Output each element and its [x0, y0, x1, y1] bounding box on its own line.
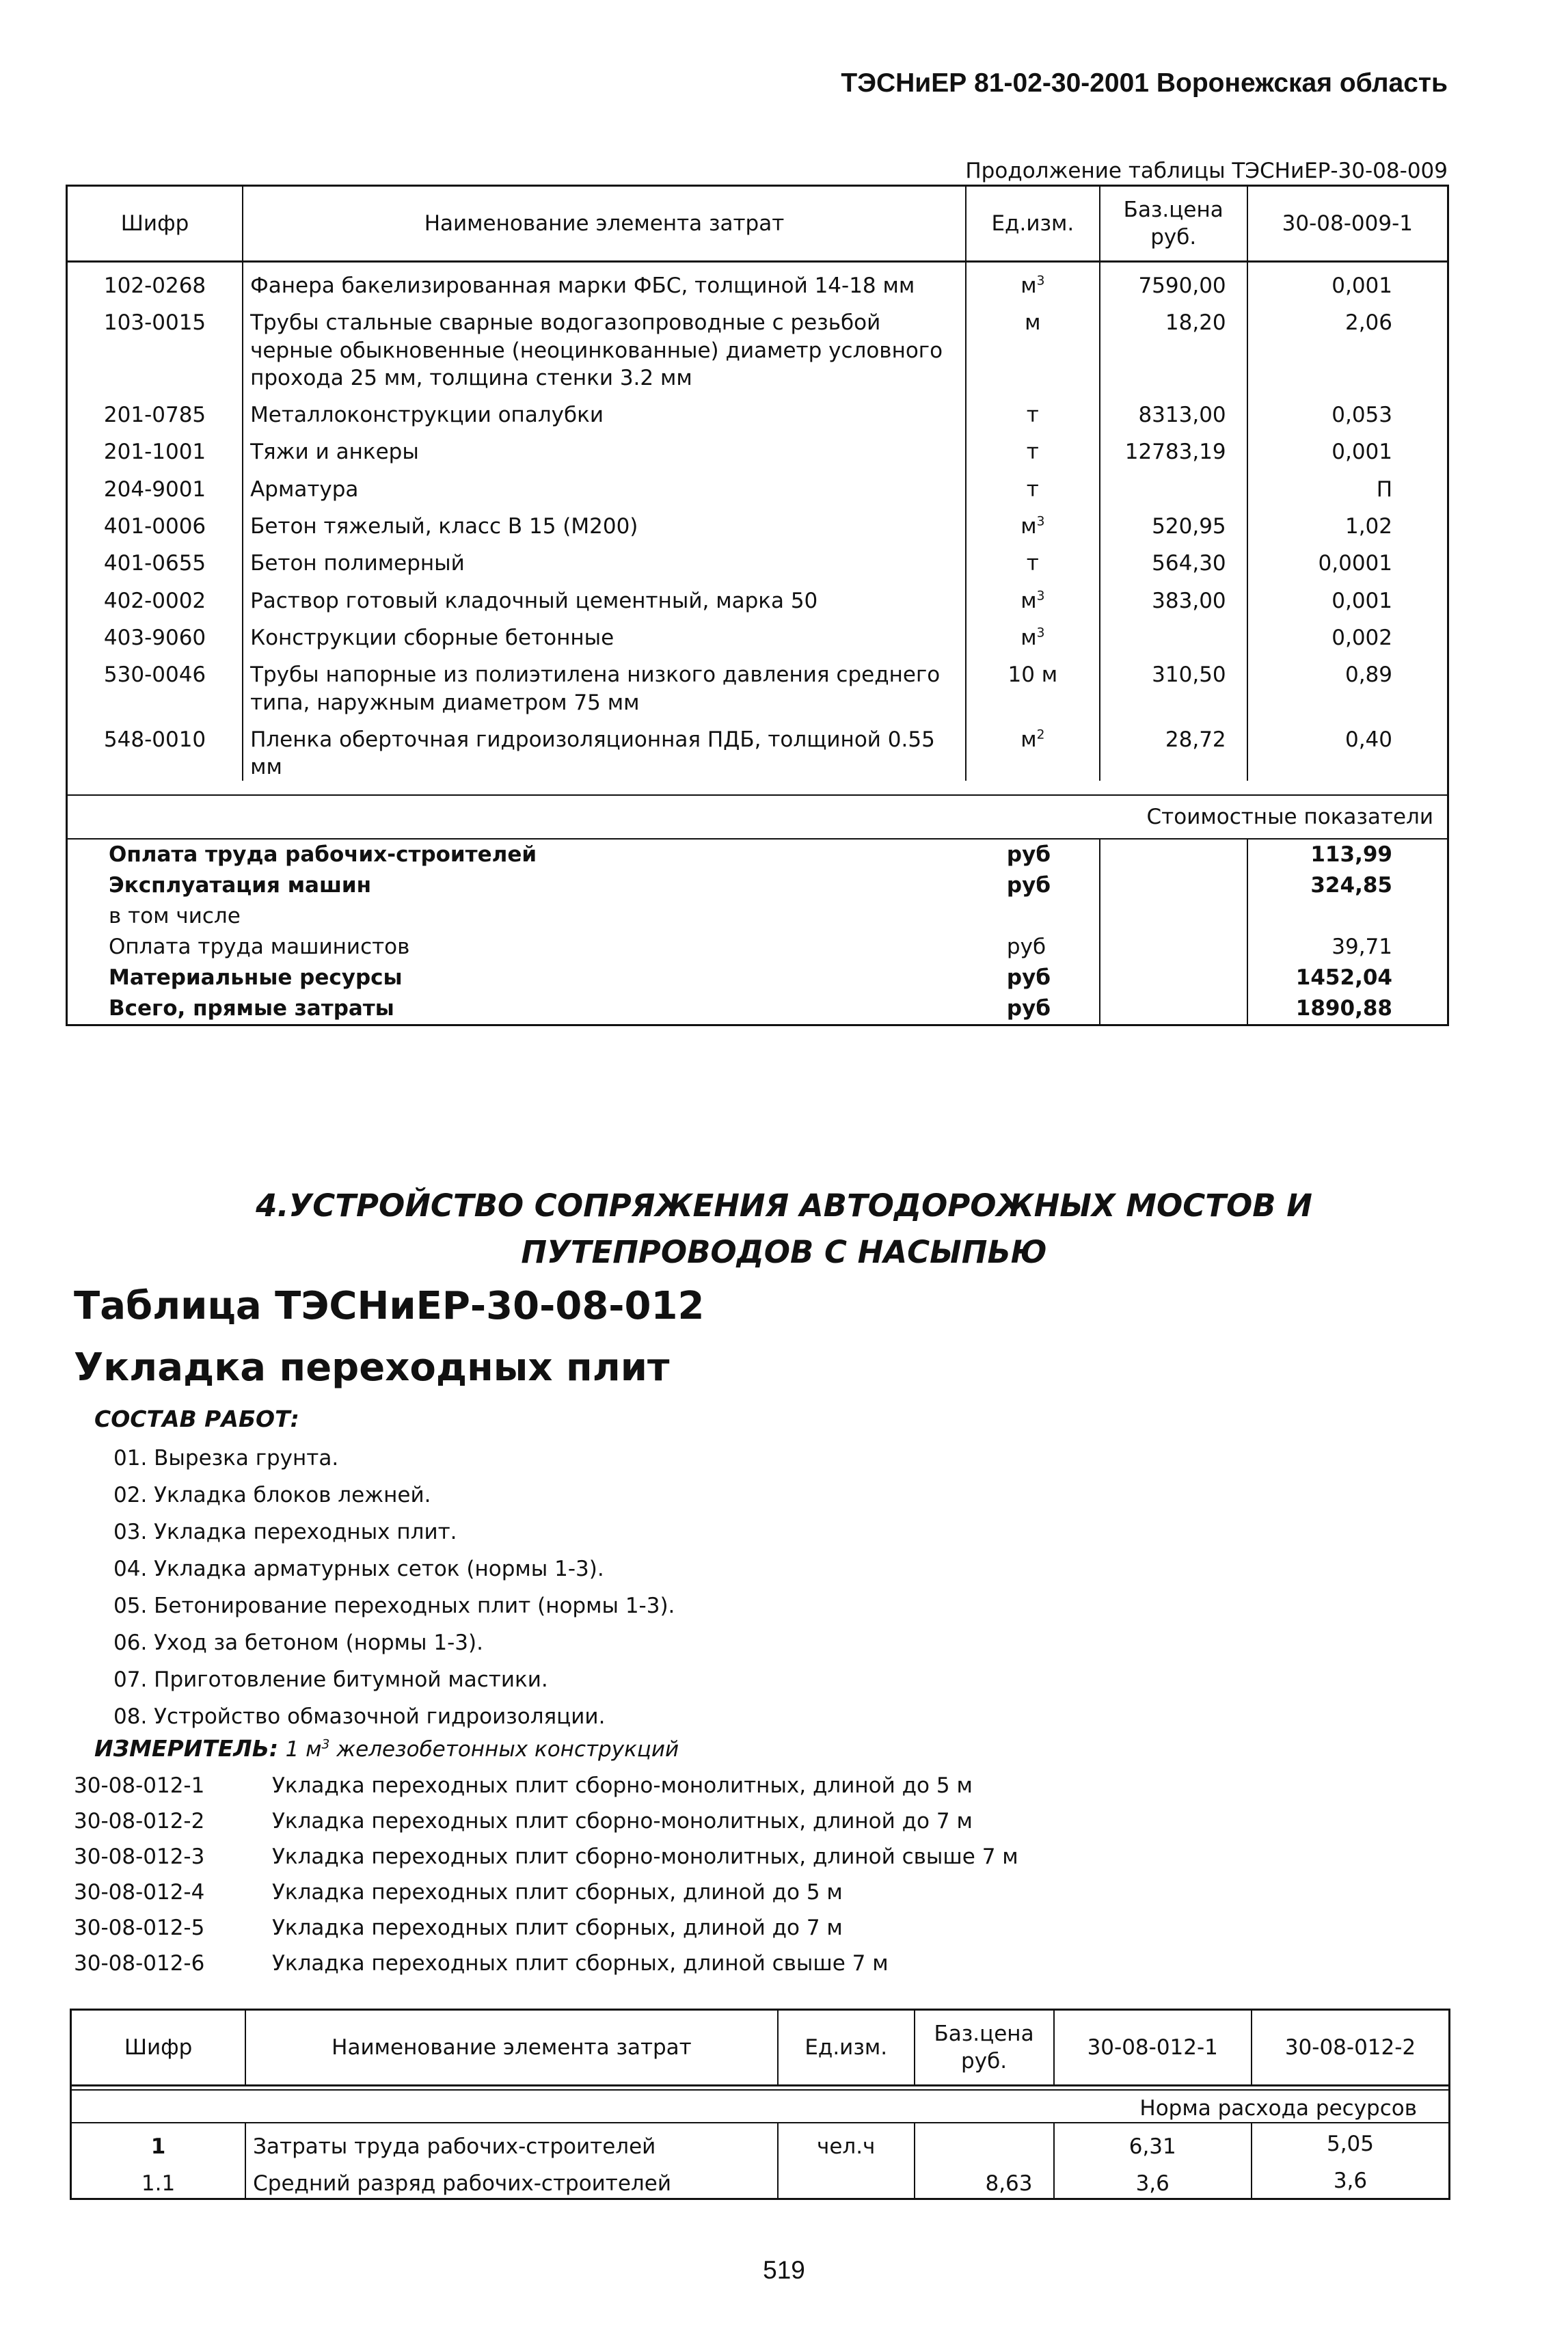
unit-cell: чел.ч: [778, 2123, 915, 2160]
code-cell: 204-9001: [67, 466, 243, 503]
price-cell: 7590,00: [1100, 262, 1247, 300]
table-row: [67, 299, 1448, 392]
header-cell: Баз.цена руб.: [915, 2010, 1054, 2086]
price-cell: 12783,19: [1100, 429, 1247, 466]
summary-unit: [966, 901, 1100, 932]
summary-unit: руб: [966, 963, 1100, 993]
norm-code-row: [74, 1803, 1018, 1839]
code-cell: 401-0006: [67, 503, 243, 540]
work-composition-label: СОСТАВ РАБОТ:: [94, 1406, 299, 1432]
measure-label: ИЗМЕРИТЕЛЬ:: [94, 1735, 279, 1762]
norm-description: Укладка переходных плит сборных, длиной свыше 7 м: [272, 1951, 889, 1976]
header-cell: Наименование элемента затрат: [243, 186, 966, 262]
summary-value: 1452,04: [1295, 965, 1392, 991]
work-step: 02. Укладка блоков лежней.: [113, 1483, 431, 1507]
summary-value: 1890,88: [1295, 996, 1392, 1021]
name-cell: Пленка оберточная гидроизоляционная ПДБ, толщиной 0.55 мм: [243, 716, 966, 781]
summary-row: [67, 932, 1448, 963]
norm-code-row: [74, 1875, 1018, 1910]
name-cell: Затраты труда рабочих-строителей: [245, 2123, 778, 2160]
norm-code: 30-08-012-5: [74, 1916, 205, 1940]
code-cell: 403-9060: [67, 615, 243, 652]
value-cell: 3,6: [1333, 2169, 1368, 2194]
unit-cell: т: [966, 466, 1100, 503]
table-row: [67, 429, 1448, 466]
header-cell: 30-08-009-1: [1247, 186, 1448, 262]
norm-description: Укладка переходных плит сборных, длиной до 7 м: [272, 1916, 843, 1940]
table-row: [67, 615, 1448, 652]
price-cell: 520,95: [1100, 503, 1247, 540]
unit-cell: т: [966, 392, 1100, 429]
summary-label: Эксплуатация машин: [109, 873, 372, 898]
unit-cell: $м^3$: [966, 262, 1100, 300]
table-title: Таблица ТЭСНиЕР-30-08-012: [74, 1284, 705, 1328]
summary-label: Оплата труда рабочих-строителей: [109, 842, 537, 868]
value-cell: 0,053: [1332, 403, 1392, 428]
table-row: [67, 466, 1448, 503]
summary-empty: [1100, 993, 1247, 1025]
spacer-cell: [67, 781, 1448, 795]
table-row: [71, 2123, 1450, 2160]
summary-unit: руб: [966, 839, 1100, 870]
section-label: Стоимостные показатели: [67, 795, 1448, 839]
name-cell: Средний разряд рабочих-строителей: [245, 2160, 778, 2199]
norm-code: 30-08-012-6: [74, 1951, 205, 1976]
code-cell: 401-0655: [67, 540, 243, 577]
work-step: 05. Бетонирование переходных плит (нормы 1-3).: [113, 1594, 675, 1618]
header-cell: Наименование элемента затрат: [245, 2010, 778, 2086]
code-cell: 1: [71, 2123, 246, 2160]
value-cell: 0,002: [1332, 625, 1392, 650]
summary-value: 39,71: [1332, 935, 1392, 960]
header-cell: Ед.изм.: [966, 186, 1100, 262]
unit-cell: т: [966, 540, 1100, 577]
table-row: [67, 392, 1448, 429]
summary-unit: руб: [966, 870, 1100, 901]
header-cell: Ед.изм.: [778, 2010, 915, 2086]
norm-code-row: [74, 1946, 1018, 1981]
value-cell: 0,001: [1332, 440, 1392, 465]
section-row: [71, 2090, 1450, 2123]
page-header-title: ТЭСНиЕР 81-02-30-2001 Воронежская область: [841, 68, 1448, 98]
resource-table-30-08-012: [70, 2009, 1450, 2200]
code-cell: 102-0268: [67, 262, 243, 300]
unit-cell: [778, 2160, 915, 2199]
norm-code-row: [74, 1839, 1018, 1875]
value-cell: 1,02: [1344, 514, 1392, 539]
section-heading: [0, 1183, 1568, 1276]
value-cell: 0,89: [1344, 662, 1392, 688]
name-cell: Фанера бакелизированная марки ФБС, толщиной 14-18 мм: [243, 262, 966, 300]
norm-description: Укладка переходных плит сборно-монолитных, длиной свыше 7 м: [272, 1844, 1018, 1869]
table-row: [71, 2160, 1450, 2199]
header-cell: Шифр: [71, 2010, 246, 2086]
name-cell: Арматура: [243, 466, 966, 503]
norm-description: Укладка переходных плит сборных, длиной до 5 м: [272, 1880, 843, 1905]
summary-row: [67, 870, 1448, 901]
code-cell: 201-1001: [67, 429, 243, 466]
summary-unit: руб: [966, 932, 1100, 963]
price-cell: 28,72: [1100, 716, 1247, 781]
unit-cell: $м^3$: [966, 615, 1100, 652]
name-cell: Раствор готовый кладочный цементный, марка 50: [243, 578, 966, 615]
summary-value: 113,99: [1310, 842, 1392, 868]
unit-cell: 10 м: [966, 652, 1100, 716]
unit-cell: $м^3$: [966, 578, 1100, 615]
value-cell: 3,6: [1054, 2160, 1252, 2199]
summary-label: в том числе: [109, 904, 241, 929]
page-number: 519: [763, 2256, 805, 2284]
value-cell: 0,001: [1332, 588, 1392, 613]
section-heading-line: ПУТЕПРОВОДОВ С НАСЫПЬЮ: [521, 1234, 1047, 1270]
section-label: Норма расхода ресурсов: [71, 2090, 1450, 2123]
summary-row: [67, 993, 1448, 1025]
summary-label: Оплата труда машинистов: [109, 935, 410, 960]
value-cell: 6,31: [1054, 2123, 1252, 2160]
summary-value: [1247, 901, 1448, 932]
table-header-row: [71, 2010, 1450, 2086]
summary-value: 324,85: [1310, 873, 1392, 898]
table-row: [67, 652, 1448, 716]
price-cell: [1100, 615, 1247, 652]
price-cell: [915, 2123, 1054, 2160]
section-row: [67, 795, 1448, 839]
code-cell: 548-0010: [67, 716, 243, 781]
summary-label: Материальные ресурсы: [109, 965, 403, 991]
table-header-row: [67, 186, 1448, 262]
summary-unit: руб: [966, 993, 1100, 1025]
value-cell: 0,0001: [1318, 551, 1392, 576]
resource-table-30-08-009: [66, 185, 1449, 1026]
summary-empty: [1100, 963, 1247, 993]
value-cell: 0,001: [1332, 273, 1392, 298]
value-cell: П: [1376, 476, 1392, 502]
summary-empty: [1100, 901, 1247, 932]
norm-code: 30-08-012-1: [74, 1773, 205, 1798]
name-cell: Тяжи и анкеры: [243, 429, 966, 466]
work-steps-list: [113, 1440, 675, 1735]
price-cell: 8,63: [915, 2160, 1054, 2199]
norm-codes-list: [74, 1768, 1018, 1981]
work-step: 08. Устройство обмазочной гидроизоляции.: [113, 1704, 606, 1729]
table-row: [67, 540, 1448, 577]
norm-code-row: [74, 1768, 1018, 1803]
price-cell: 18,20: [1100, 299, 1247, 392]
summary-row: [67, 901, 1448, 932]
summary-empty: [1100, 870, 1247, 901]
code-cell: 402-0002: [67, 578, 243, 615]
norm-description: Укладка переходных плит сборно-монолитных, длиной до 7 м: [272, 1809, 973, 1834]
unit-cell: $м^2$: [966, 716, 1100, 781]
norm-code: 30-08-012-4: [74, 1880, 205, 1905]
price-cell: 8313,00: [1100, 392, 1247, 429]
work-step: 04. Укладка арматурных сеток (нормы 1-3).: [113, 1557, 604, 1581]
table-continuation-label: Продолжение таблицы ТЭСНиЕР-30-08-009: [965, 159, 1448, 183]
work-step: 01. Вырезка грунта.: [113, 1446, 339, 1471]
norm-description: Укладка переходных плит сборно-монолитных, длиной до 5 м: [272, 1773, 973, 1798]
work-step: 03. Укладка переходных плит.: [113, 1520, 457, 1544]
table-row: [67, 503, 1448, 540]
name-cell: Бетон тяжелый, класс В 15 (М200): [243, 503, 966, 540]
price-cell: 383,00: [1100, 578, 1247, 615]
unit-cell: $м^3$: [966, 503, 1100, 540]
price-cell: [1100, 466, 1247, 503]
measure-text: 1 $м^3$ железобетонных конструкций: [285, 1737, 679, 1762]
price-cell: 310,50: [1100, 652, 1247, 716]
header-cell: 30-08-012-2: [1252, 2010, 1450, 2086]
work-step: 06. Уход за бетоном (нормы 1-3).: [113, 1630, 483, 1655]
summary-empty: [1100, 932, 1247, 963]
norm-code: 30-08-012-2: [74, 1809, 205, 1834]
summary-label: Всего, прямые затраты: [109, 996, 394, 1021]
table-row: [67, 262, 1448, 300]
code-cell: 530-0046: [67, 652, 243, 716]
value-cell: 5,05: [1326, 2132, 1374, 2156]
unit-cell: т: [966, 429, 1100, 466]
measure-line: [94, 1735, 679, 1762]
table-subtitle: Укладка переходных плит: [74, 1345, 670, 1390]
summary-row: [67, 839, 1448, 870]
header-cell: Баз.цена руб.: [1100, 186, 1247, 262]
work-step: 07. Приготовление битумной мастики.: [113, 1667, 548, 1692]
norm-code-row: [74, 1910, 1018, 1946]
value-cell: 2,06: [1344, 310, 1392, 336]
price-cell: 564,30: [1100, 540, 1247, 577]
code-cell: 103-0015: [67, 299, 243, 392]
name-cell: Трубы стальные сварные водогазопроводные с резьбой черные обыкновенные (неоцинкованные) диаметр условного прохода 25 мм, толщина стенки 3.2 мм: [243, 299, 966, 392]
summary-row: [67, 963, 1448, 993]
unit-cell: м: [966, 299, 1100, 392]
table-row: [67, 578, 1448, 615]
section-heading-line: 4.УСТРОЙСТВО СОПРЯЖЕНИЯ АВТОДОРОЖНЫХ МОСТОВ И: [256, 1187, 1312, 1224]
code-cell: 201-0785: [67, 392, 243, 429]
header-cell: 30-08-012-1: [1054, 2010, 1252, 2086]
norm-code: 30-08-012-3: [74, 1844, 205, 1869]
code-cell: 1.1: [71, 2160, 246, 2199]
table-row: [67, 716, 1448, 781]
name-cell: Бетон полимерный: [243, 540, 966, 577]
spacer-row: [67, 781, 1448, 795]
name-cell: Конструкции сборные бетонные: [243, 615, 966, 652]
header-cell: Шифр: [67, 186, 243, 262]
value-cell: 0,40: [1344, 727, 1392, 752]
name-cell: Металлоконструкции опалубки: [243, 392, 966, 429]
name-cell: Трубы напорные из полиэтилена низкого давления среднего типа, наружным диаметром 75 мм: [243, 652, 966, 716]
summary-empty: [1100, 839, 1247, 870]
